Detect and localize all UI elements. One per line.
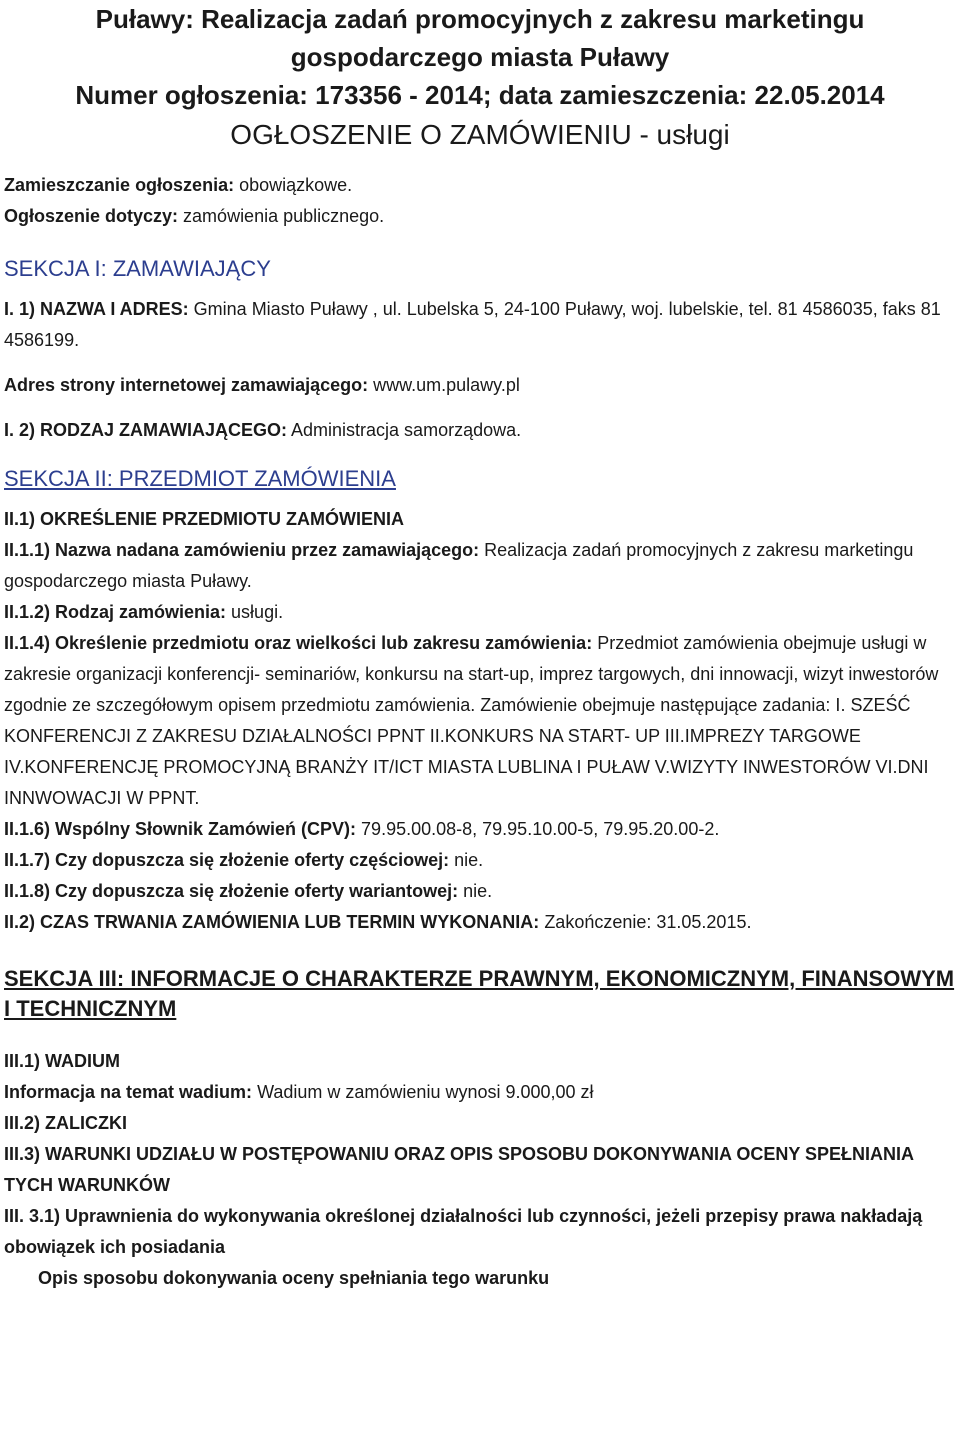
cpv-label: II.1.6) Wspólny Słownik Zamówień (CPV): bbox=[4, 819, 357, 839]
wadium-label: Informacja na temat wadium: bbox=[4, 1082, 253, 1102]
authority-name-label: I. 1) NAZWA I ADRES: bbox=[4, 299, 189, 319]
concerns-row bbox=[4, 201, 956, 232]
partial-offer-value: nie. bbox=[449, 850, 484, 870]
authority-type-label: I. 2) RODZAJ ZAMAWIAJĄCEGO: bbox=[4, 420, 288, 440]
order-kind-value: usługi. bbox=[226, 602, 284, 622]
placement-row bbox=[4, 170, 956, 201]
partial-offer-row bbox=[4, 845, 956, 876]
variant-offer-row bbox=[4, 876, 956, 907]
subject-definition-heading: II.1) OKREŚLENIE PRZEDMIOTU ZAMÓWIENIA bbox=[4, 509, 405, 529]
title-line-2: gospodarczego miasta Puławy bbox=[290, 42, 670, 72]
order-name-row bbox=[4, 535, 956, 597]
placement-label: Zamieszczanie ogłoszenia: bbox=[4, 175, 235, 195]
website-row bbox=[4, 370, 956, 401]
section-2-heading: SEKCJA II: PRZEDMIOT ZAMÓWIENIA bbox=[4, 466, 396, 491]
order-scope-value: Przedmiot zamówienia obejmuje usługi w zakresie organizacji konferencji- seminariów, konkursu na start-up, imprez targowych, dni innowacji, wizyt inwestorów zgodnie ze szczegółowym opisem przedmiotu zamówienia. Zamówienie obejmuje następujące zadania: I. SZEŚĆ KONFERENCJI Z ZAKRESU DZIAŁALNOŚCI PPNT II.KONKURS NA START- UP III.IMPREZY TARGOWE IV.KONFERENCJĘ PROMOCYJNĄ BRANŻY IT/ICT MIASTA LUBLINA I PUŁAW V.WIZYTY INWESTORÓW VI.DNI INNWOWACJI W PPNT. bbox=[4, 633, 939, 808]
cpv-value: 79.95.00.08-8, 79.95.10.00-5, 79.95.20.00-2. bbox=[356, 819, 720, 839]
concerns-value: zamówienia publicznego. bbox=[178, 206, 385, 226]
cpv-row bbox=[4, 814, 956, 845]
wadium-heading: III.1) WADIUM bbox=[4, 1051, 120, 1071]
section-1-heading: SEKCJA I: ZAMAWIAJĄCY bbox=[4, 256, 271, 281]
rights-heading: III. 3.1) Uprawnienia do wykonywania określonej działalności lub czynności, jeżeli przepisy prawa nakładają obowiązek ich posiadania bbox=[4, 1206, 923, 1257]
order-scope-label: II.1.4) Określenie przedmiotu oraz wielkości lub zakresu zamówienia: bbox=[4, 633, 593, 653]
website-label: Adres strony internetowej zamawiającego: bbox=[4, 375, 369, 395]
partial-offer-label: II.1.7) Czy dopuszcza się złożenie oferty częściowej: bbox=[4, 850, 450, 870]
authority-type-row bbox=[4, 415, 956, 446]
order-scope-row bbox=[4, 628, 956, 814]
authority-name-value: Gmina Miasto Puławy , ul. Lubelska 5, 24-100 Puławy, woj. lubelskie, tel. 81 4586035, faks 81 4586199. bbox=[4, 299, 941, 350]
variant-offer-value: nie. bbox=[458, 881, 493, 901]
title-line-3: Numer ogłoszenia: 173356 - 2014; data zamieszczenia: 22.05.2014 bbox=[75, 80, 885, 110]
duration-row bbox=[4, 907, 956, 938]
website-value: www.um.pulawy.pl bbox=[368, 375, 520, 395]
title-line-1: Puławy: Realizacja zadań promocyjnych z zakresu marketingu bbox=[95, 4, 865, 34]
order-name-value: Realizacja zadań promocyjnych z zakresu marketingu gospodarczego miasta Puławy. bbox=[4, 540, 914, 591]
wadium-value: Wadium w zamówieniu wynosi 9.000,00 zł bbox=[252, 1082, 594, 1102]
contracting-authority-row bbox=[4, 294, 956, 356]
wadium-row bbox=[4, 1077, 956, 1108]
placement-value: obowiązkowe. bbox=[234, 175, 353, 195]
order-name-label: II.1.1) Nazwa nadana zamówieniu przez zamawiającego: bbox=[4, 540, 480, 560]
conditions-heading: III.3) WARUNKI UDZIAŁU W POSTĘPOWANIU ORAZ OPIS SPOSOBU DOKONYWANIA OCENY SPEŁNIANIA TYCH WARUNKÓW bbox=[4, 1144, 914, 1195]
section-3-heading: SEKCJA III: INFORMACJE O CHARAKTERZE PRAWNYM, EKONOMICZNYM, FINANSOWYM I TECHNICZNYM bbox=[4, 966, 955, 1021]
variant-offer-label: II.1.8) Czy dopuszcza się złożenie oferty wariantowej: bbox=[4, 881, 459, 901]
notice-subtitle: OGŁOSZENIE O ZAMÓWIENIU - usługi bbox=[230, 119, 730, 150]
authority-type-value: Administracja samorządowa. bbox=[287, 420, 522, 440]
duration-label: II.2) CZAS TRWANIA ZAMÓWIENIA LUB TERMIN WYKONANIA: bbox=[4, 912, 540, 932]
advance-heading: III.2) ZALICZKI bbox=[4, 1113, 127, 1133]
order-kind-label: II.1.2) Rodzaj zamówienia: bbox=[4, 602, 227, 622]
assessment-heading: Opis sposobu dokonywania oceny spełniania tego warunku bbox=[38, 1268, 550, 1288]
duration-value: Zakończenie: 31.05.2015. bbox=[539, 912, 752, 932]
concerns-label: Ogłoszenie dotyczy: bbox=[4, 206, 179, 226]
notice-title bbox=[4, 0, 956, 114]
order-kind-row bbox=[4, 597, 956, 628]
